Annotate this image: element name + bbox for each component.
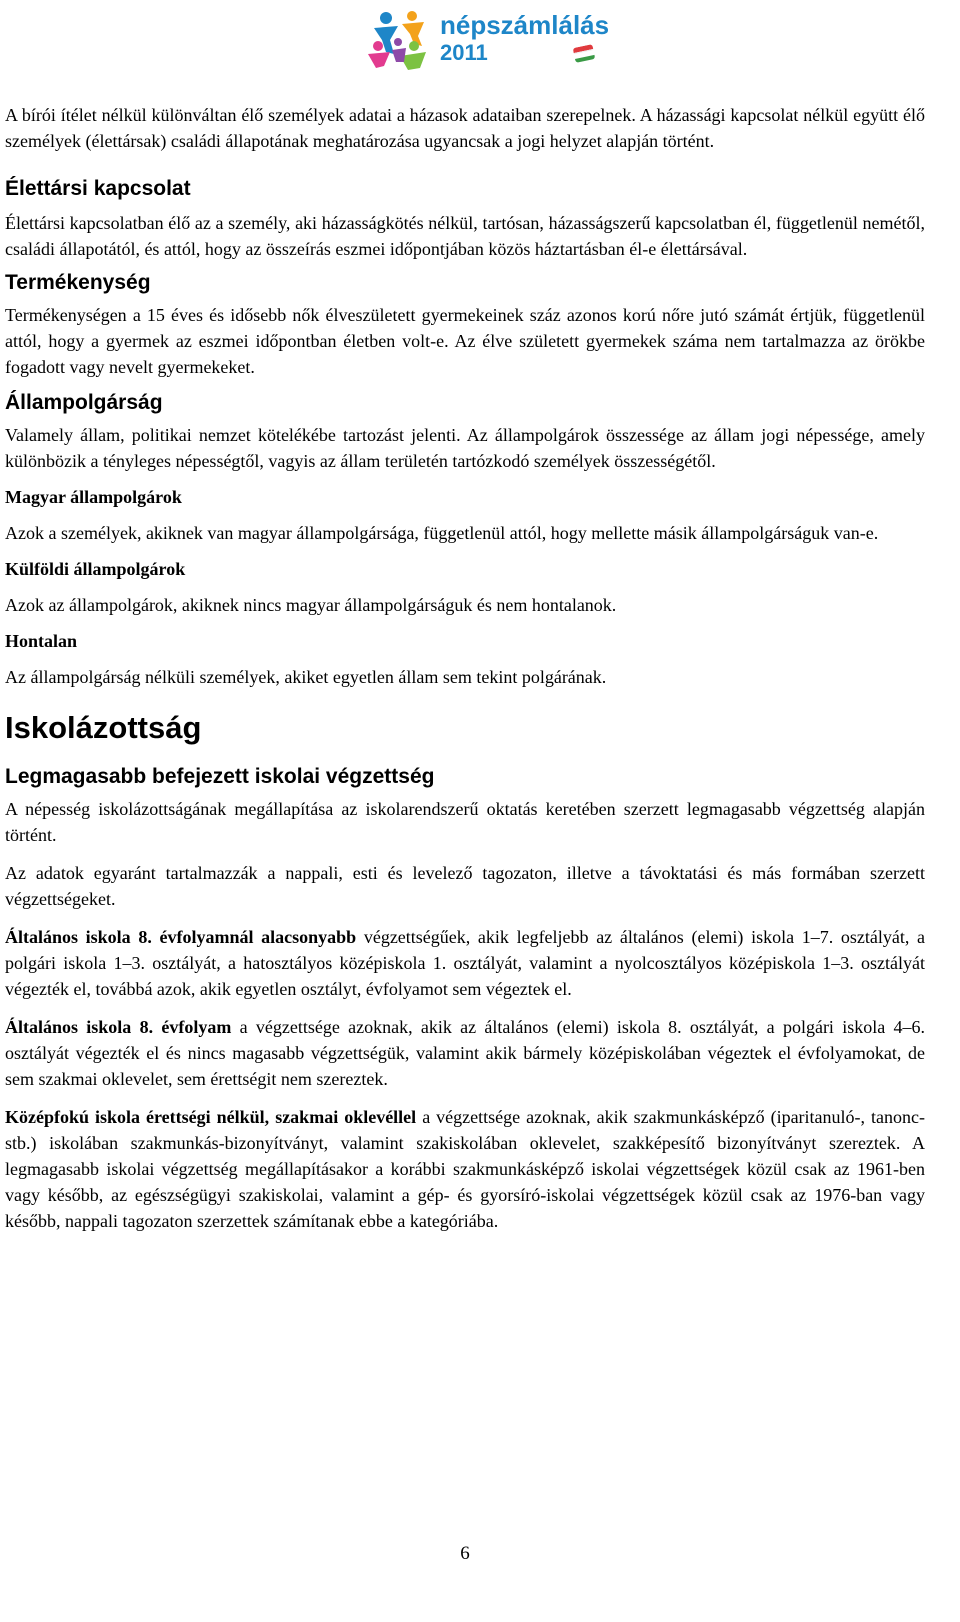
iskolazottsag-paragraph-3 <box>5 924 925 1002</box>
logo-year: 2011 <box>440 40 488 65</box>
termekenyseg-paragraph: Termékenységen a 15 éves és idősebb nők élveszületett gyermekeinek száz azonos korú nőre jutó számát értjük, függetlenül attól, hogy a gyermek az eszmei időpontban életben volt-e. Az élve született gyermekek száma nem tartalmazza az örökbe fogadott vagy nevelt gyermekeket. <box>5 305 925 377</box>
p4-bold-term: Általános iskola 8. évfolyam <box>5 1017 232 1037</box>
magyar-allampolgarok-paragraph: Azok a személyek, akiknek van magyar állampolgársága, függetlenül attól, hogy mellette másik állampolgárságuk van-e. <box>5 523 879 543</box>
logo-word: népszámlálás <box>440 10 610 40</box>
document-body <box>5 102 925 1234</box>
iskolazottsag-paragraph-5 <box>5 1104 925 1234</box>
page-number: 6 <box>460 1543 470 1564</box>
heading-iskolazottsag: Iskolázottság <box>5 710 202 745</box>
p4-text: a végzettsége azoknak, akik az általános (elemi) iskola 8. osztályát, a polgári iskola 4–6. osztályát végezték el és nincs magasabb végzettségük, valamint akik bármely középiskolában végeztek el évfolyamokat, de sem szakmai oklevelet, sem érettségit nem szereztek. <box>5 1017 925 1089</box>
iskolazottsag-paragraph-1: A népesség iskolázottságának megállapítása az iskolarendszerű oktatás keretében szerzett legmagasabb végzettség alapján történt. <box>5 799 925 845</box>
heading-allampolgarsag: Állampolgárság <box>5 391 163 414</box>
heading-hontalan: Hontalan <box>5 631 78 651</box>
elettarsi-paragraph: Élettársi kapcsolatban élő az a személy, aki házasságkötés nélkül, tartósan, házasságszerű kapcsolatban él, függetlenül nemétől, családi állapotától, és attól, hogy az összeírás eszmei időpontjában közös háztartásban él-e élettársával. <box>5 213 925 259</box>
heading-termekenyseg: Termékenység <box>5 271 151 294</box>
p5-text: a végzettsége azoknak, akik szakmunkásképző (iparitanuló-, tanonc- stb.) iskolában szakmunkás-bizonyítványt, valamint szakiskolában oklevelet, szakképesítő bizonyítványt szereztek. A legmagasabb iskolai végzettség megállapításakor a korábbi szakmunkásképző iskolai végzettségek közül csak az 1961-ben vagy később, az egészségügyi szakiskolai, valamint a gép- és gyorsíró-iskolai végzettségek közül csak az 1976-ban vagy később, nappali tagozaton szerzettek számítanak ebbe a kategóriába. <box>5 1107 926 1231</box>
nepszamlalas-logo <box>364 6 610 76</box>
iskolazottsag-paragraph-4 <box>5 1014 925 1092</box>
p3-bold-term: Általános iskola 8. évfolyamnál alacsonyabb <box>5 927 357 947</box>
p5-bold-term: Középfokú iskola érettségi nélkül, szakmai oklevéllel <box>5 1107 417 1127</box>
p3-text: végzettségűek, akik legfeljebb az általános (elemi) iskola 1–7. osztályát, a polgári iskola 1–3. osztályát, a hatosztályos középiskola 1. osztályát, valamint a nyolcosztályos középiskola 1–3. osztályát végezték el, továbbá azok, akik egyetlen osztályt, évfolyamot sem végeztek el. <box>5 927 926 999</box>
iskolazottsag-paragraph-2: Az adatok egyaránt tartalmazzák a nappali, esti és levelező tagozaton, illetve a távoktatási és más formában szerzett végzettségeket. <box>5 863 925 909</box>
intro-paragraph: A bírói ítélet nélkül különváltan élő személyek adatai a házasok adataiban szerepelnek. A házassági kapcsolat nélkül együtt élő személyek (élettársak) családi állapotának meghatározása ugyancsak a jogi helyzet alapján történt. <box>5 105 925 151</box>
heading-legmagasabb-vegzettseg: Legmagasabb befejezett iskolai végzettség <box>5 765 435 788</box>
heading-elettarsi-kapcsolat: Élettársi kapcsolat <box>5 177 191 200</box>
heading-magyar-allampolgarok: Magyar állampolgárok <box>5 487 182 507</box>
hontalan-paragraph: Az állampolgárság nélküli személyek, akiket egyetlen állam sem tekint polgárának. <box>5 667 607 687</box>
heading-kulfoldi-allampolgarok: Külföldi állampolgárok <box>5 559 186 579</box>
allampolgarsag-paragraph: Valamely állam, politikai nemzet kötelékébe tartozást jelenti. Az állampolgárok összessége az állam jogi népessége, amely különbözik a tényleges népességtől, vagyis az állam területén tartózkodó személyek összességétől. <box>5 425 925 471</box>
people-figures-icon <box>364 6 436 74</box>
kulfoldi-allampolgarok-paragraph: Azok az állampolgárok, akiknek nincs magyar állampolgárságuk és nem hontalanok. <box>5 595 617 615</box>
